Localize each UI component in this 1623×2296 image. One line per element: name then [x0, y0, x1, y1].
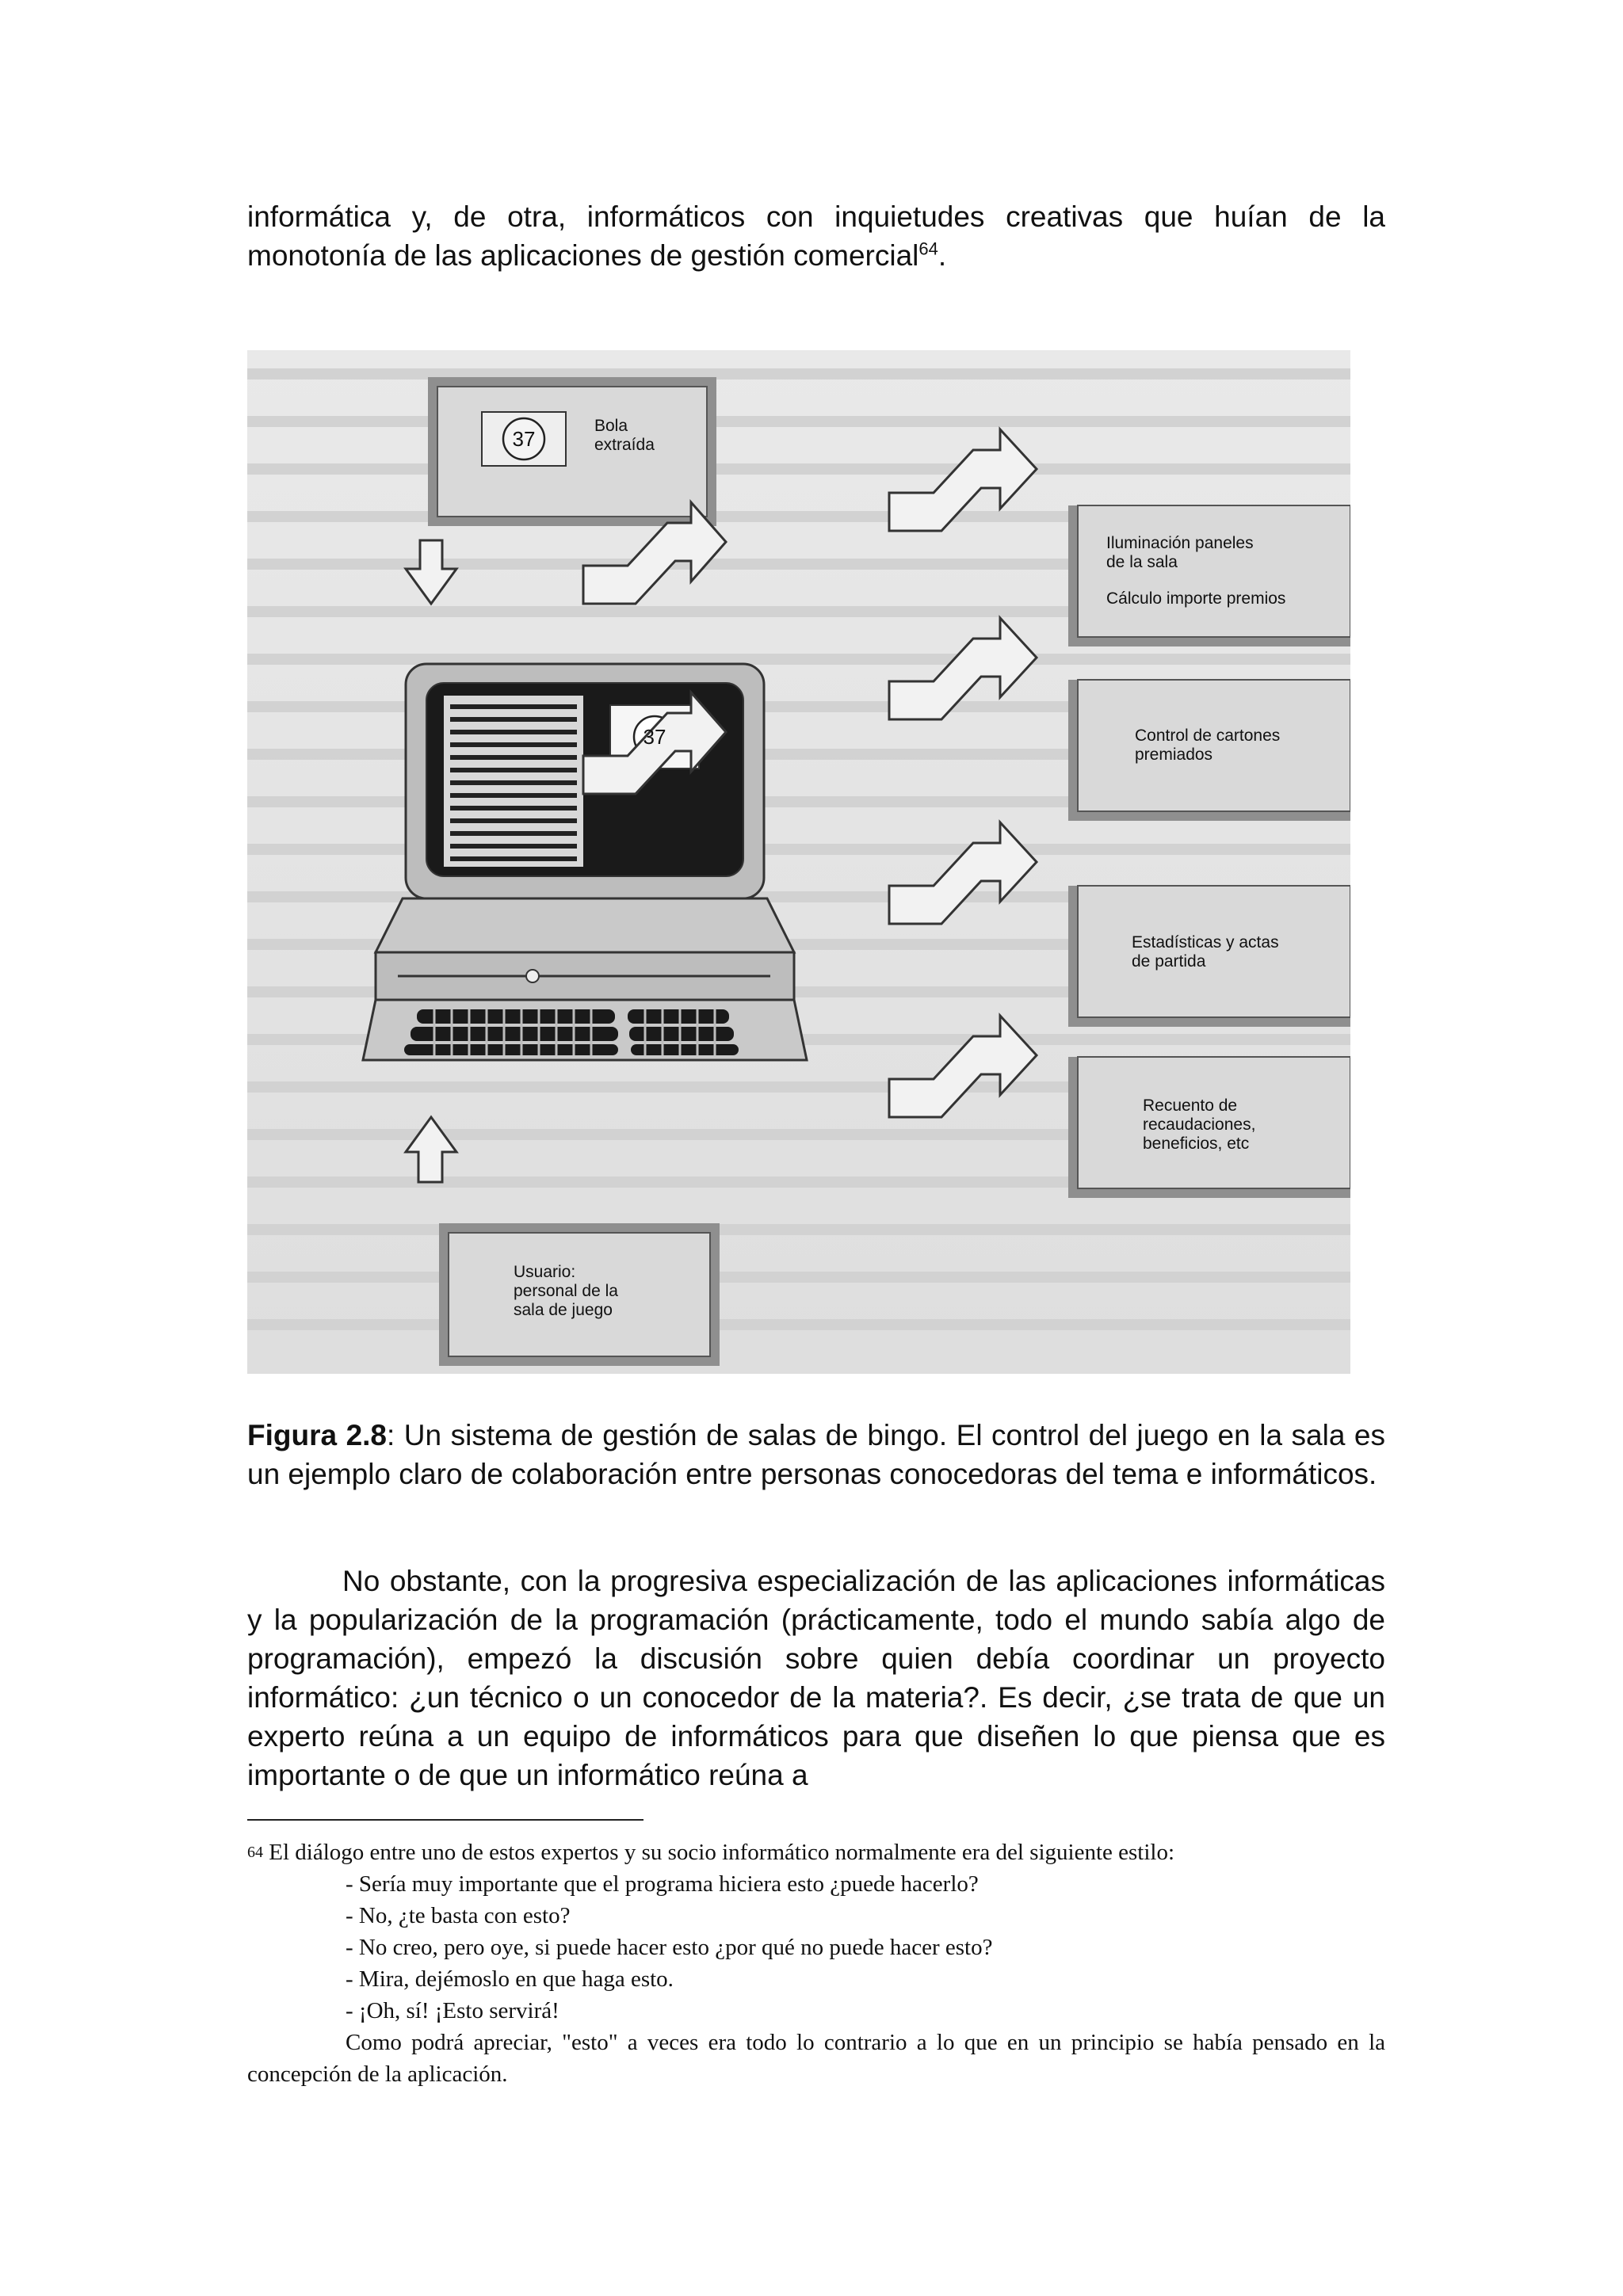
- figure-caption: [247, 1416, 1385, 1493]
- ball-label: Bola extraída: [594, 417, 655, 454]
- computer-icon: [363, 664, 807, 1060]
- dialogue-line-2: - No, ¿te basta con esto?: [346, 1903, 571, 1928]
- footnote-number: 64: [247, 1844, 263, 1861]
- bingo-system-figure: [247, 350, 1350, 1374]
- intro-line-1: informática y, de otra, informáticos con inquietudes creativas que huían de la: [247, 200, 1385, 233]
- paragraph-text: No obstante, con la progresiva especialización de las aplicaciones informáticas y la popularización de la programación (prácticamente, todo el mundo sabía algo de programación), empezó la discusión sobre quien debía coordinar un proyecto informático: ¿un técnico o un conocedor de la materia?. Es decir, ¿se trata de que un experto reúna a un equipo de informáticos para que diseñen lo que piensa que es importante o de que un informático reúna a: [247, 1565, 1385, 1791]
- caption-text: : Un sistema de gestión de salas de bingo. El control del juego en la sala es un ejemplo claro de colaboración entre personas conocedoras del tema e informáticos.: [247, 1419, 1385, 1490]
- footnote-divider: [247, 1819, 643, 1821]
- body-paragraph: [247, 1562, 1385, 1794]
- footnote-ref[interactable]: 64: [918, 238, 938, 259]
- intro-paragraph: [247, 197, 1385, 275]
- user-label: Usuario: personal de la sala de juego: [514, 1263, 618, 1319]
- output-label-2: Cálculo importe premios: [1106, 589, 1286, 608]
- footnote-64: [247, 1836, 1385, 2090]
- output-label-5: Recuento de recaudaciones, beneficios, etc: [1143, 1097, 1256, 1153]
- ball-box: [428, 377, 716, 526]
- output-label-4: Estadísticas y actas de partida: [1132, 933, 1279, 971]
- dialogue-line-4: - Mira, dejémoslo en que haga esto.: [346, 1966, 674, 1992]
- output-label-3: Control de cartones premiados: [1135, 727, 1281, 764]
- intro-line-2-end: .: [938, 239, 947, 272]
- dialogue-line-5: - ¡Oh, sí! ¡Esto servirá!: [346, 1998, 559, 2023]
- figure-illustration: [247, 350, 1350, 1374]
- footnote-intro-text: El diálogo entre uno de estos expertos y su socio informático normalmente era del siguiente estilo:: [263, 1840, 1175, 1865]
- intro-line-2: [247, 236, 1385, 275]
- output-label-1: Iluminación paneles de la sala: [1106, 534, 1254, 571]
- dialogue-line-1: - Sería muy importante que el programa hiciera esto ¿puede hacerlo?: [346, 1871, 979, 1897]
- ball-number: 37: [512, 427, 536, 451]
- caption-label: Figura 2.8: [247, 1419, 388, 1451]
- screen-ball-number: 37: [643, 725, 666, 749]
- output-box-1: [1068, 505, 1350, 646]
- footnote-intro: [247, 1836, 1385, 1868]
- dialogue-line-3: - No creo, pero oye, si puede hacer esto ¿por qué no puede hacer esto?: [346, 1935, 993, 1960]
- footnote-closing: Como podrá apreciar, "esto" a veces era todo lo contrario a lo que en un principio se había pensado en la concepción de la aplicación.: [247, 2030, 1385, 2087]
- intro-line-2-text: monotonía de las aplicaciones de gestión comercial: [247, 239, 919, 272]
